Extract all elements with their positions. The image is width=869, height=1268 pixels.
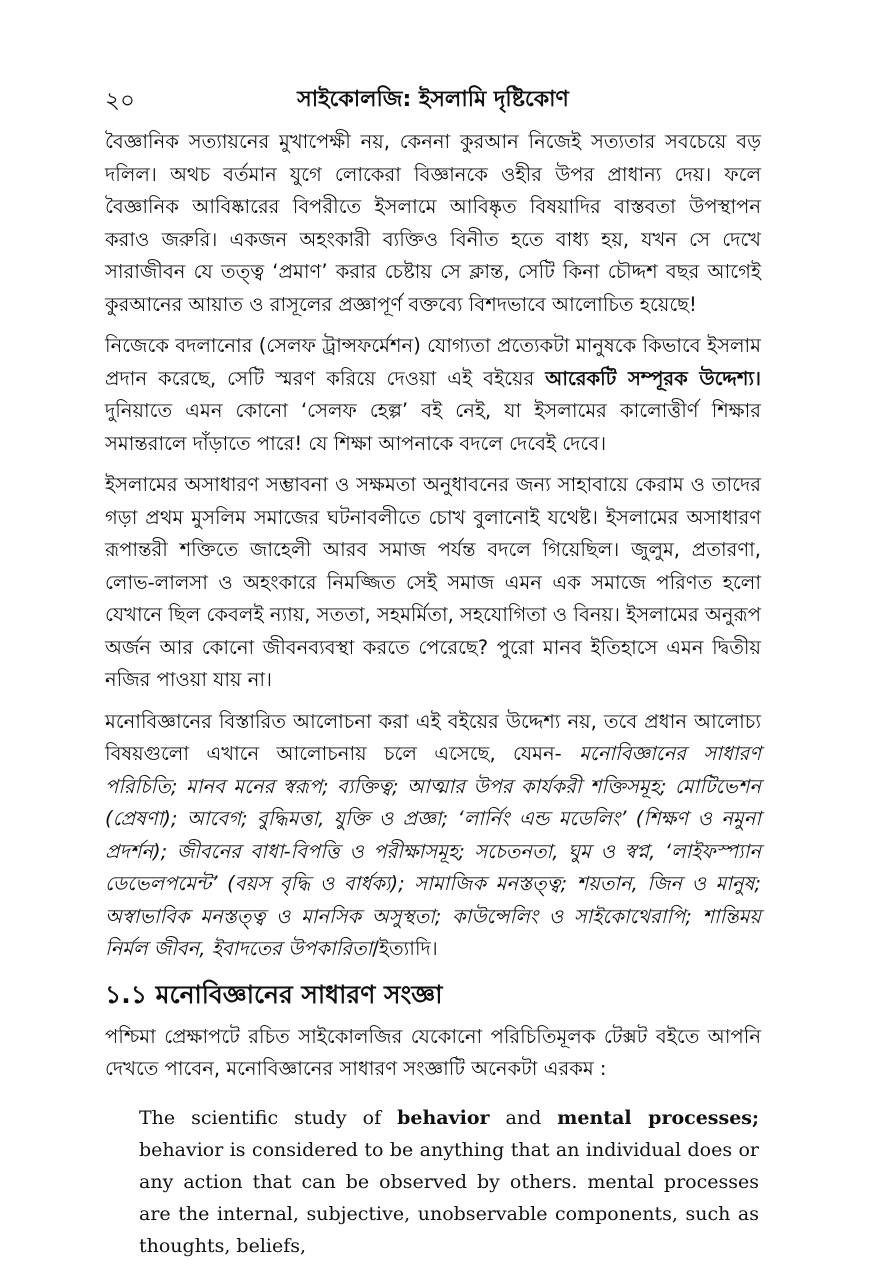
paragraph-4: [105, 706, 761, 966]
page-number: ২০: [105, 88, 135, 114]
paragraph-4-text-b: /ইত্যাদি।: [372, 937, 438, 960]
paragraph-5: পশ্চিমা প্রেক্ষাপটে রচিত সাইকোলজির যেকোনো পরিচিতিমূলক টেক্সট বইতে আপনি দেখতে পাবেন, মনোবিজ্ঞানের সাধারণ সংজ্ঞাটি অনেকটা এরকম :: [105, 1024, 761, 1080]
paragraph-2: [105, 330, 761, 460]
paragraph-4-text-a: মনোবিজ্ঞানের বিস্তারিত আলোচনা করা এই বইয়ের উদ্দেশ্য নয়, তবে প্রধান আলোচ্য বিষয়গুলো এখানে আলোচনায় চলে এসেছে, যেমন-: [105, 709, 761, 765]
paragraph-2-text-a: নিজেকে বদলানোর (সেলফ ট্রান্সফর্মেশন) যোগ্যতা প্রত্যেকটা মানুষকে কিভাবে ইসলাম প্রদান করেছে, সেটি স্মরণ করিয়ে দেওয়া এই বইয়ের: [105, 334, 761, 390]
running-title: সাইকোলজি: ইসলামি দৃষ্টিকোণ: [297, 87, 569, 112]
quote-text-c: behavior is considered to be anything that an individual does or any action that can be observed by others. mental processes are the internal, subjective, unobservable components, such as thoughts, beliefs,: [139, 1138, 759, 1257]
quote-bold-mental-processes: mental processes;: [557, 1106, 759, 1129]
paragraph-2-bold: আরেকটি সম্পূরক উদ্দেশ্য।: [545, 366, 761, 390]
page-header: [105, 82, 761, 126]
quote-text-a: The scientific study of: [139, 1106, 398, 1129]
quote-text-b: and: [489, 1106, 558, 1129]
document-page: [105, 82, 761, 1262]
definition-quote: [139, 1102, 759, 1262]
section-heading: ১.১ মনোবিজ্ঞানের সাধারণ সংজ্ঞা: [105, 979, 443, 1009]
paragraph-4-topic-list: মনোবিজ্ঞানের সাধারণ পরিচিতি; মানব মনের স্বরূপ; ব্যক্তিত্ব; আত্মার উপর কার্যকরী শক্তিসমূহ; মোটিভেশন (প্রেষণা); আবেগ; বুদ্ধিমত্তা, যুক্তি ও প্রজ্ঞা; ‘লার্নিং এন্ড মডেলিং’ (শিক্ষণ ও নমুনা প্রদর্শন); জীবনের বাধা-বিপত্তি ও পরীক্ষাসমূহ; সচেতনতা, ঘুম ও স্বপ্ন, ‘লাইফস্প্যান ডেভেলপমেন্ট’ (বয়স বৃদ্ধি ও বার্ধক্য); সামাজিক মনস্তত্ত্ব; শয়তান, জিন ও মানুষ; অস্বাভাবিক মনস্তত্ত্ব ও মানসিক অসুস্থতা; কাউন্সেলিং ও সাইকোথেরাপি; শান্তিময় নির্মল জীবন, ইবাদতের উপকারিতা: [105, 742, 761, 960]
paragraph-3: ইসলামের অসাধারণ সম্ভাবনা ও সক্ষমতা অনুধাবনের জন্য সাহাবায়ে কেরাম ও তাদের গড়া প্রথম মুসলিম সমাজের ঘটনাবলীতে চোখ বুলানোই যথেষ্ট। ইসলামের অসাধারণ রূপান্তরী শক্তিতে জাহেলী আরব সমাজ পর্যন্ত বদলে গিয়েছিল। জুলুম, প্রতারণা, লোভ-লালসা ও অহংকারে নিমজ্জিত সেই সমাজ এমন এক সমাজে পরিণত হলো যেখানে ছিল কেবলই ন্যায়, সততা, সহমর্মিতা, সহযোগিতা ও বিনয়। ইসলামের অনুরূপ অর্জন আর কোনো জীবনব্যবস্থা করতে পেরেছে? পুরো মানব ইতিহাসে এমন দ্বিতীয় নজির পাওয়া যায় না।: [105, 473, 761, 691]
paragraph-2-text-b: দুনিয়াতে এমন কোনো ‘সেলফ হেল্প’ বই নেই, যা ইসলামের কালোত্তীর্ণ শিক্ষার সমান্তরালে দাঁড়াতে পারে! যে শিক্ষা আপনাকে বদলে দেবেই দেবে।: [105, 399, 761, 455]
quote-bold-behavior: behavior: [397, 1106, 490, 1129]
paragraph-1: বৈজ্ঞানিক সত্যায়নের মুখাপেক্ষী নয়, কেননা কুরআন নিজেই সত্যতার সবচেয়ে বড় দলিল। অথচ বর্তমান যুগে লোকেরা বিজ্ঞানকে ওহীর উপর প্রাধান্য দেয়। ফলে বৈজ্ঞানিক আবিষ্কারের বিপরীতে ইসলামে আবিষ্কৃত বিষয়াদির বাস্তবতা উপস্থাপন করাও জরুরি। একজন অহংকারী ব্যক্তিও বিনীত হতে বাধ্য হয়, যখন সে দেখে সারাজীবন যে তত্ত্ব ‘প্রমাণ’ করার চেষ্টায় সে ক্লান্ত, সেটি কিনা চৌদ্দশ বছর আগেই কুরআনের আয়াত ও রাসূলের প্রজ্ঞাপূর্ণ বক্তব্যে বিশদভাবে আলোচিত হয়েছে!: [105, 130, 761, 316]
